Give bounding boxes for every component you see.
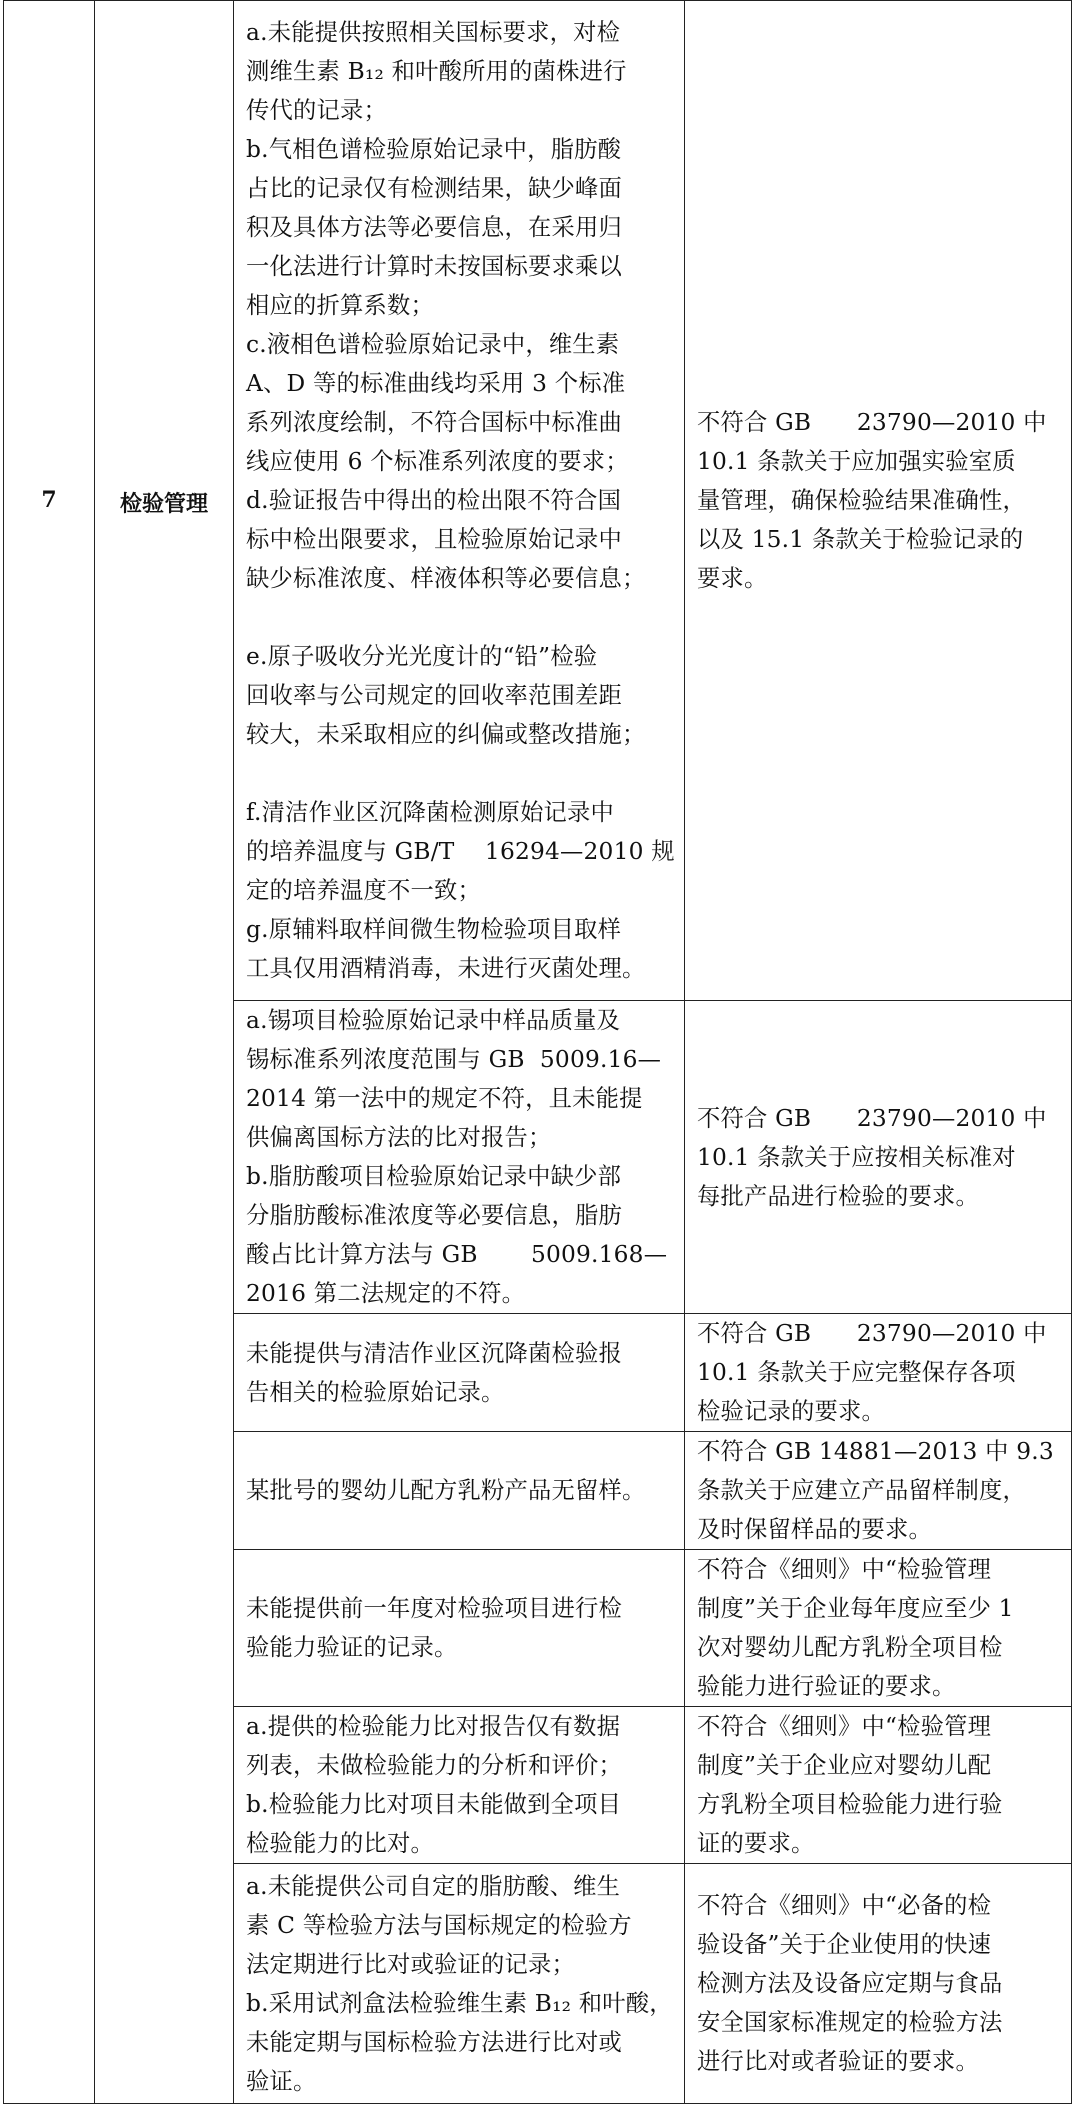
text-line: A、D 等的标准曲线均采用 3 个标准 [246, 370, 626, 397]
text-line: f.清洁作业区沉降菌检测原始记录中 [246, 799, 615, 826]
text-line: 锡标准系列浓度范围与 GB 5009.16— [246, 1046, 662, 1073]
text-line: 回收率与公司规定的回收率范围差距 [246, 682, 622, 709]
basis-cell [685, 1314, 1072, 1432]
text-line: b.检验能力比对项目未能做到全项目 [246, 1791, 622, 1818]
text-line: 酸占比计算方法与 GB 5009.168— [246, 1241, 668, 1268]
text-line: 传代的记录； [246, 97, 387, 124]
text-line: d.验证报告中得出的检出限不符合国 [246, 487, 622, 514]
text-line: 列表，未做检验能力的分析和评价； [246, 1752, 622, 1779]
text-line: 系列浓度绘制，不符合国标中标准曲 [246, 409, 622, 436]
text-line: 标中检出限要求，且检验原始记录中 [246, 526, 622, 553]
text-line: a.未能提供按照相关国标要求，对检 [246, 19, 621, 46]
text-line: 条款关于应建立产品留样制度， [697, 1477, 1026, 1504]
text-line: a.提供的检验能力比对报告仅有数据 [246, 1713, 621, 1740]
finding-cell [234, 1432, 685, 1550]
text-line: 一化法进行计算时未按国标要求乘以 [246, 253, 622, 280]
finding-cell [234, 1864, 685, 2104]
text-line: 不符合 GB 23790—2010 中 [697, 1320, 1047, 1347]
text-line: 检验记录的要求。 [697, 1398, 885, 1425]
text-line: 验能力验证的记录。 [246, 1634, 458, 1661]
text-line: 10.1 条款关于应完整保存各项 [697, 1359, 1016, 1386]
text-line: 素 C 等检验方法与国标规定的检验方 [246, 1911, 632, 1939]
text-line: 方乳粉全项目检验能力进行验 [697, 1791, 1003, 1818]
blank-line [246, 598, 674, 637]
text-line: 进行比对或者验证的要求。 [697, 2048, 979, 2075]
basis-cell [685, 1, 1072, 1001]
text-line: 10.1 条款关于应加强实验室质 [697, 448, 1016, 475]
text-line: 分脂肪酸标准浓度等必要信息，脂肪 [246, 1202, 622, 1229]
finding-cell [234, 1001, 685, 1314]
finding-cell [234, 1707, 685, 1864]
finding-cell [234, 1, 685, 1001]
text-line: 2016 第二法规定的不符。 [246, 1280, 526, 1307]
blank-line [246, 754, 674, 793]
text-line: a.锡项目检验原始记录中样品质量及 [246, 1007, 621, 1034]
text-line: 次对婴幼儿配方乳粉全项目检 [697, 1634, 1003, 1661]
text-line: 不符合 GB 14881—2013 中 9.3 [697, 1438, 1054, 1465]
text-line: 法定期进行比对或验证的记录； [246, 1950, 575, 1978]
text-line: 较大，未采取相应的纠偏或整改措施； [246, 721, 646, 748]
basis-cell [685, 1707, 1072, 1864]
text-line: 证的要求。 [697, 1830, 815, 1857]
text-line: 不符合《细则》中“检验管理 [697, 1556, 992, 1583]
basis-cell [685, 1001, 1072, 1314]
text-line: 相应的折算系数； [246, 292, 434, 319]
text-line: 未能提供与清洁作业区沉降菌检验报 [246, 1339, 622, 1367]
text-line: 未能提供前一年度对检验项目进行检 [246, 1595, 622, 1622]
text-line: b.气相色谱检验原始记录中，脂肪酸 [246, 136, 622, 163]
text-line: 线应使用 6 个标准系列浓度的要求； [246, 448, 629, 475]
text-line: 验证。 [246, 2067, 317, 2095]
text-line: 占比的记录仅有检测结果，缺少峰面 [246, 175, 622, 202]
finding-cell [234, 1550, 685, 1707]
category-cell: 检验管理 [95, 1, 234, 2104]
text-line: 不符合《细则》中“必备的检 [697, 1892, 992, 1919]
text-line: e.原子吸收分光光度计的“铅”检验 [246, 643, 598, 670]
text-line: g.原辅料取样间微生物检验项目取样 [246, 916, 622, 943]
text-line: 及时保留样品的要求。 [697, 1516, 932, 1543]
text-line: b.脂肪酸项目检验原始记录中缺少部 [246, 1163, 622, 1190]
text-line: 10.1 条款关于应按相关标准对 [697, 1143, 1016, 1171]
text-line: 的培养温度与 GB/T 16294—2010 规 [246, 838, 675, 865]
inspection-findings-table [3, 0, 1072, 2104]
text-line: 供偏离国标方法的比对报告； [246, 1124, 552, 1151]
text-line: 安全国家标准规定的检验方法 [697, 2009, 1003, 2036]
text-line: 定的培养温度不一致； [246, 877, 481, 904]
text-line: c.液相色谱检验原始记录中，维生素 [246, 331, 620, 358]
text-line: 检测方法及设备应定期与食品 [697, 1970, 1003, 1997]
text-line: 制度”关于企业每年度应至少 1 [697, 1595, 1014, 1622]
text-line: 2014 第一法中的规定不符，且未能提 [246, 1085, 643, 1112]
text-line: a.未能提供公司自定的脂肪酸、维生 [246, 1872, 621, 1900]
text-line: 验设备”关于企业使用的快速 [697, 1931, 992, 1958]
basis-cell [685, 1432, 1072, 1550]
row-number-cell: 7 [4, 1, 95, 2104]
table-body [4, 1, 1072, 2104]
basis-cell [685, 1550, 1072, 1707]
text-line: 测维生素 B₁₂ 和叶酸所用的菌株进行 [246, 58, 627, 85]
text-line: 不符合 GB 23790—2010 中 [697, 409, 1047, 436]
text-line: 以及 15.1 条款关于检验记录的 [697, 526, 1024, 553]
text-line: 积及具体方法等必要信息，在采用归 [246, 214, 622, 241]
text-line: 告相关的检验原始记录。 [246, 1378, 505, 1406]
text-line: 检验能力的比对。 [246, 1830, 434, 1857]
table-row [4, 1, 1072, 1001]
text-line: 量管理，确保检验结果准确性， [697, 487, 1026, 514]
text-line: b.采用试剂盒法检验维生素 B₁₂ 和叶酸， [246, 1989, 673, 2017]
text-line: 工具仅用酒精消毒，未进行灭菌处理。 [246, 955, 646, 982]
text-line: 制度”关于企业应对婴幼儿配 [697, 1752, 992, 1779]
text-line: 验能力进行验证的要求。 [697, 1673, 956, 1700]
finding-cell [234, 1314, 685, 1432]
text-line: 缺少标准浓度、样液体积等必要信息； [246, 565, 646, 592]
text-line: 每批产品进行检验的要求。 [697, 1182, 979, 1210]
text-line: 未能定期与国标检验方法进行比对或 [246, 2028, 622, 2056]
text-line: 不符合 GB 23790—2010 中 [697, 1104, 1047, 1132]
text-line: 某批号的婴幼儿配方乳粉产品无留样。 [246, 1477, 646, 1504]
text-line: 要求。 [697, 565, 768, 592]
basis-cell [685, 1864, 1072, 2104]
text-line: 不符合《细则》中“检验管理 [697, 1713, 992, 1740]
